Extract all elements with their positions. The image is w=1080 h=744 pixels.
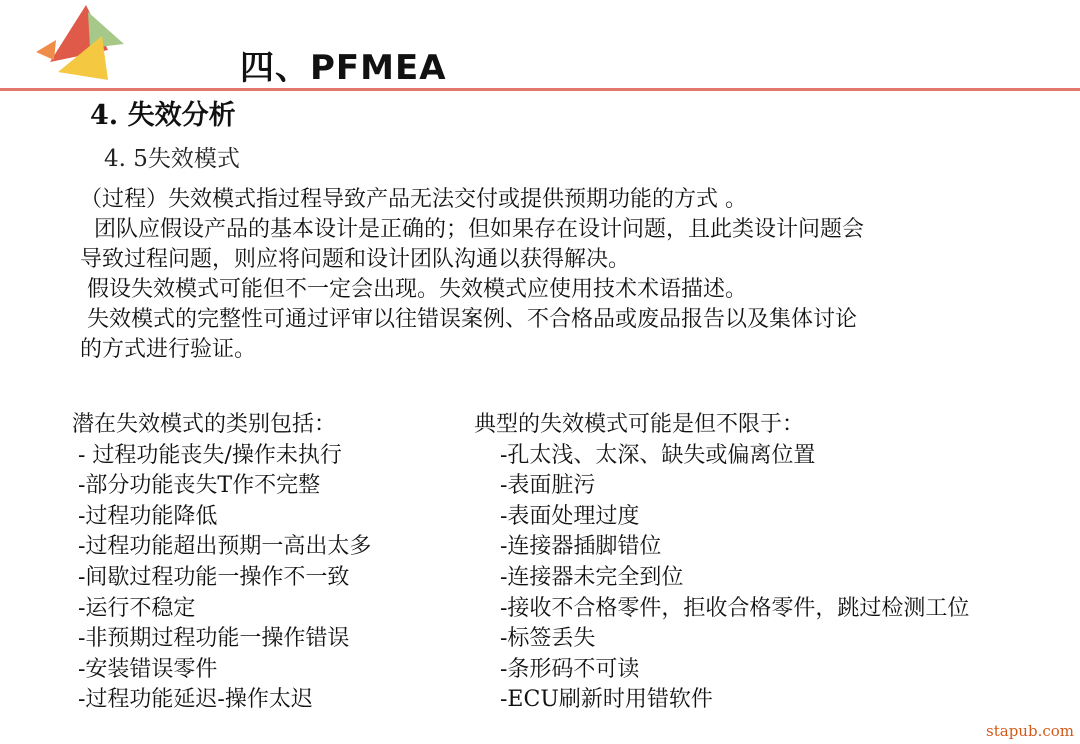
list-heading: 潜在失效模式的类别包括： bbox=[72, 412, 337, 437]
paragraph-line: 导致过程问题，则应将问题和设计团队沟通以获得解决。 bbox=[80, 247, 631, 272]
list-item: -过程功能降低 bbox=[78, 503, 218, 529]
list-item: -部分功能丧失T作不完整 bbox=[78, 473, 321, 499]
paragraph-line: 假设失效模式可能但不一定会出现。失效模式应使用技术术语描述。 bbox=[80, 277, 747, 302]
list-item: - 过程功能丧失/操作未执行 bbox=[78, 442, 342, 468]
watermark: stapub.com bbox=[986, 722, 1074, 740]
list-heading: 典型的失效模式可能是但不限于： bbox=[474, 412, 805, 437]
list-item: -表面脏污 bbox=[500, 473, 596, 499]
section-subheading: 4. 5失效模式 bbox=[104, 146, 240, 172]
list-item: -表面处理过度 bbox=[500, 503, 640, 529]
paragraph-line: （过程）失效模式指过程导致产品无法交付或提供预期功能的方式 。 bbox=[80, 187, 747, 212]
list-item: -连接器插脚错位 bbox=[500, 534, 662, 560]
logo-triangles-icon bbox=[28, 0, 128, 85]
typical-failure-modes bbox=[474, 410, 1064, 716]
potential-failure-categories bbox=[72, 410, 472, 716]
section-heading: 4. 失效分析 bbox=[90, 100, 236, 131]
list-item: -条形码不可读 bbox=[500, 656, 640, 682]
list-item: -连接器未完全到位 bbox=[500, 564, 684, 590]
list-item: -过程功能延迟-操作太迟 bbox=[78, 687, 313, 713]
title-divider bbox=[0, 88, 1080, 91]
list-item: -标签丢失 bbox=[500, 626, 596, 652]
page-title: 四、PFMEA bbox=[240, 48, 447, 88]
list-item: -ECU刷新时用错软件 bbox=[500, 687, 713, 713]
paragraph-line: 的方式进行验证。 bbox=[80, 337, 257, 362]
list-item: -接收不合格零件，拒收合格零件，跳过检测工位 bbox=[500, 595, 970, 621]
paragraph-line: 团队应假设产品的基本设计是正确的；但如果存在设计问题，且此类设计问题会 bbox=[80, 217, 864, 242]
list-item: -非预期过程功能一操作错误 bbox=[78, 626, 350, 652]
list-item: -运行不稳定 bbox=[78, 595, 196, 621]
list-item: -安装错误零件 bbox=[78, 656, 218, 682]
list-item: -过程功能超出预期一高出太多 bbox=[78, 534, 372, 560]
list-item: -间歇过程功能一操作不一致 bbox=[78, 564, 350, 590]
description-paragraph bbox=[80, 185, 1040, 365]
list-item: -孔太浅、太深、缺失或偏离位置 bbox=[500, 442, 816, 468]
paragraph-line: 失效模式的完整性可通过评审以往错误案例、不合格品或废品报告以及集体讨论 bbox=[80, 307, 857, 332]
